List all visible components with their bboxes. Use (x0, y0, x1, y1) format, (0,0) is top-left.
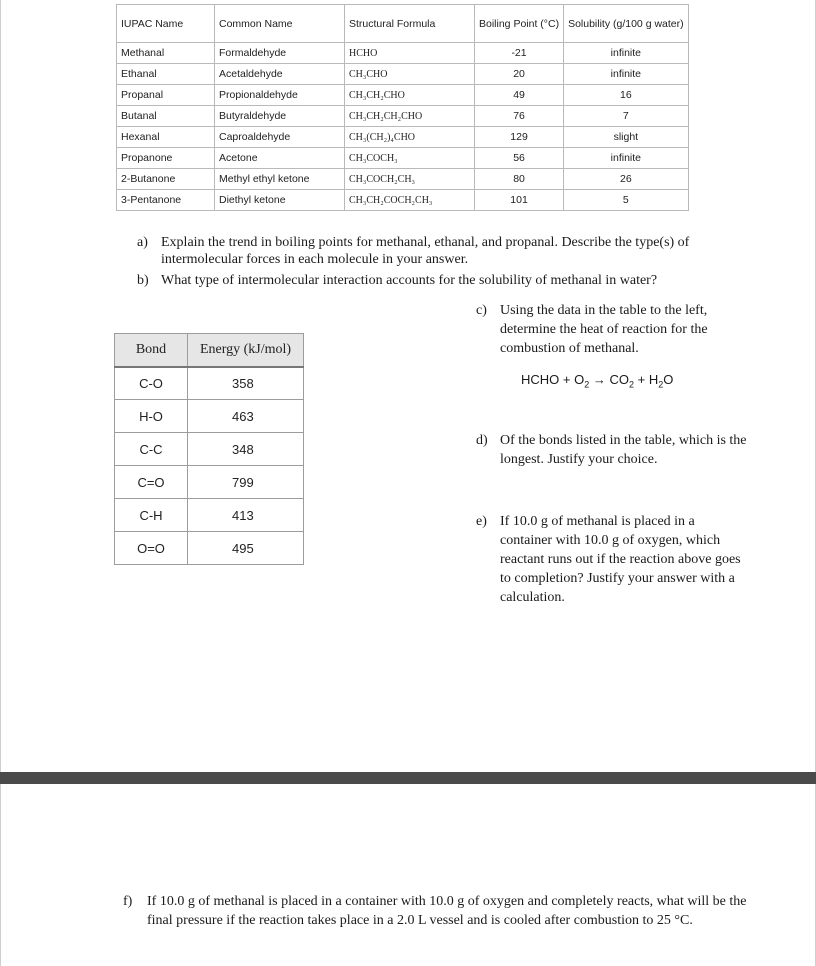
header-iupac-name: IUPAC Name (117, 5, 215, 43)
eq-methanal: HCHO (521, 372, 560, 387)
eq-arrow: → (592, 372, 606, 387)
header-energy: Energy (kJ/mol) (188, 334, 304, 367)
table-row (117, 190, 689, 211)
cell-formula: CH₃CHO (345, 64, 475, 85)
question-b-text: What type of intermolecular interaction accounts for the solubility of methanal in water? (161, 273, 658, 288)
table-row (117, 64, 689, 85)
cell-common: Methyl ethyl ketone (215, 169, 345, 190)
cell-solubility: 5 (564, 190, 689, 211)
cell-energy: 413 (188, 499, 304, 532)
question-a-label: a) (137, 235, 148, 250)
cell-solubility: infinite (564, 43, 689, 64)
table-row (115, 532, 304, 565)
cell-bond: C=O (115, 466, 188, 499)
table-header-row (115, 334, 304, 367)
cell-bond: C-O (115, 367, 188, 400)
eq-plus: + (637, 372, 646, 387)
question-f-text: If 10.0 g of methanal is placed in a container with 10.0 g of oxygen and completely reacts, what will be the final pressure if the reaction takes place in a 2.0 L vessel and is cooled after combustion to 25 °C. (147, 894, 747, 928)
table-header-row (117, 5, 689, 43)
table-row (117, 106, 689, 127)
cell-energy: 495 (188, 532, 304, 565)
table-row (115, 433, 304, 466)
question-b-label: b) (137, 273, 149, 288)
cell-iupac: Propanone (117, 148, 215, 169)
header-solubility: Solubility (g/100 g water) (564, 5, 689, 43)
question-c-text: Using the data in the table to the left, determine the heat of reaction for the combustion of methanal. (500, 303, 708, 356)
question-c-label: c) (476, 303, 487, 318)
question-e-text: If 10.0 g of methanal is placed in a container with 10.0 g of oxygen, which reactant runs out if the reaction above goes to completion? Justify your answer with a calculation. (500, 514, 741, 605)
cell-boiling-point: 49 (475, 85, 564, 106)
cell-bond: H-O (115, 400, 188, 433)
table-row (115, 400, 304, 433)
page-divider (0, 772, 816, 784)
cell-common: Acetaldehyde (215, 64, 345, 85)
cell-formula: CH₃CH₂CH₂CHO (345, 106, 475, 127)
question-a-text: Explain the trend in boiling points for methanal, ethanal, and propanal. Describe the type(s) of intermolecular forces in each molecule in your answer. (161, 235, 690, 267)
page-2 (0, 784, 816, 966)
header-structural-formula: Structural Formula (345, 5, 475, 43)
cell-solubility: 26 (564, 169, 689, 190)
cell-formula: CH₃COCH₃ (345, 148, 475, 169)
cell-common: Formaldehyde (215, 43, 345, 64)
table-row (117, 148, 689, 169)
cell-solubility: 16 (564, 85, 689, 106)
cell-boiling-point: -21 (475, 43, 564, 64)
cell-formula: CH₃(CH₂)₄CHO (345, 127, 475, 148)
cell-common: Propionaldehyde (215, 85, 345, 106)
cell-solubility: infinite (564, 148, 689, 169)
cell-bond: C-C (115, 433, 188, 466)
cell-common: Diethyl ketone (215, 190, 345, 211)
cell-common: Butyraldehyde (215, 106, 345, 127)
table-row (115, 499, 304, 532)
cell-formula: CH₃CH₂COCH₂CH₃ (345, 190, 475, 211)
cell-energy: 799 (188, 466, 304, 499)
eq-carbon-dioxide: $CO_2$ (609, 372, 635, 390)
question-b (137, 272, 757, 289)
eq-plus: + (562, 372, 571, 387)
cell-common: Acetone (215, 148, 345, 169)
cell-iupac: 2-Butanone (117, 169, 215, 190)
question-a (137, 234, 757, 268)
bond-energy-table (114, 333, 304, 565)
cell-boiling-point: 80 (475, 169, 564, 190)
compound-properties-table (116, 4, 689, 211)
cell-solubility: slight (564, 127, 689, 148)
cell-boiling-point: 76 (475, 106, 564, 127)
table-row (117, 127, 689, 148)
cell-energy: 463 (188, 400, 304, 433)
header-common-name: Common Name (215, 5, 345, 43)
question-d-text: Of the bonds listed in the table, which is the longest. Justify your choice. (500, 433, 747, 467)
eq-water: $H_2O$ (648, 372, 674, 390)
cell-energy: 348 (188, 433, 304, 466)
cell-formula: CH₃COCH₂CH₃ (345, 169, 475, 190)
table-row (117, 85, 689, 106)
table-row (115, 367, 304, 400)
cell-boiling-point: 129 (475, 127, 564, 148)
cell-iupac: Methanal (117, 43, 215, 64)
cell-boiling-point: 56 (475, 148, 564, 169)
question-e-label: e) (476, 514, 487, 529)
cell-iupac: Ethanal (117, 64, 215, 85)
header-boiling-point: Boiling Point (°C) (475, 5, 564, 43)
cell-energy: 358 (188, 367, 304, 400)
table-row (117, 169, 689, 190)
question-e (476, 512, 744, 607)
cell-formula: CH₃CH₂CHO (345, 85, 475, 106)
cell-iupac: Hexanal (117, 127, 215, 148)
cell-solubility: infinite (564, 64, 689, 85)
cell-common: Caproaldehyde (215, 127, 345, 148)
combustion-equation (521, 372, 673, 390)
question-d-label: d) (476, 433, 488, 448)
question-d (476, 431, 751, 469)
cell-boiling-point: 20 (475, 64, 564, 85)
cell-iupac: Propanal (117, 85, 215, 106)
cell-bond: C-H (115, 499, 188, 532)
question-f-label: f) (123, 894, 133, 909)
cell-solubility: 7 (564, 106, 689, 127)
question-c (476, 301, 751, 358)
question-f (123, 892, 773, 930)
header-bond: Bond (115, 334, 188, 367)
cell-bond: O=O (115, 532, 188, 565)
cell-iupac: 3-Pentanone (117, 190, 215, 211)
table-row (117, 43, 689, 64)
cell-formula: HCHO (345, 43, 475, 64)
table-row (115, 466, 304, 499)
eq-oxygen: $O_2$ (574, 372, 590, 390)
cell-boiling-point: 101 (475, 190, 564, 211)
cell-iupac: Butanal (117, 106, 215, 127)
